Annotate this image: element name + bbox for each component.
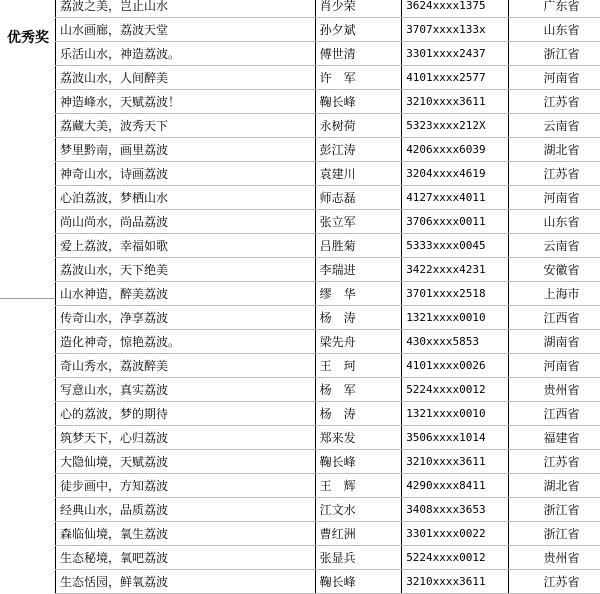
table-row xyxy=(56,258,600,282)
province-cell: 云南省 xyxy=(509,114,600,138)
name-cell: 杨 军 xyxy=(315,378,402,402)
id-number-cell: 5333xxxx0045 xyxy=(402,234,509,258)
province-cell: 贵州省 xyxy=(509,546,600,570)
slogan-cell: 生态秘境，氧吧荔波 xyxy=(56,546,316,570)
table-row xyxy=(56,426,600,450)
winners-table xyxy=(55,0,600,594)
province-cell: 江苏省 xyxy=(509,570,600,594)
id-number-cell: 3701xxxx2518 xyxy=(402,282,509,306)
name-cell: 彭江涛 xyxy=(315,138,402,162)
province-cell: 江西省 xyxy=(509,402,600,426)
slogan-cell: 经典山水，品质荔波 xyxy=(56,498,316,522)
table-row xyxy=(56,378,600,402)
table-row xyxy=(56,42,600,66)
slogan-cell: 荔藏大美，波秀天下 xyxy=(56,114,316,138)
id-number-cell: 4127xxxx4011 xyxy=(402,186,509,210)
slogan-cell: 爱上荔波，幸福如歌 xyxy=(56,234,316,258)
table-row xyxy=(56,354,600,378)
province-cell: 广东省 xyxy=(509,0,600,18)
slogan-cell: 荔波山水，天下绝美 xyxy=(56,258,316,282)
id-number-cell: 3301xxxx0022 xyxy=(402,522,509,546)
id-number-cell: 4290xxxx8411 xyxy=(402,474,509,498)
province-cell: 浙江省 xyxy=(509,522,600,546)
slogan-cell: 神奇山水，诗画荔波 xyxy=(56,162,316,186)
province-cell: 上海市 xyxy=(509,282,600,306)
id-number-cell: 3624xxxx1375 xyxy=(402,0,509,18)
name-cell: 鞠长峰 xyxy=(315,450,402,474)
slogan-cell: 徒步画中，方知荔波 xyxy=(56,474,316,498)
id-number-cell: 5224xxxx0012 xyxy=(402,546,509,570)
id-number-cell: 3210xxxx3611 xyxy=(402,90,509,114)
province-cell: 江苏省 xyxy=(509,162,600,186)
slogan-cell: 写意山水，真实荔波 xyxy=(56,378,316,402)
group-divider xyxy=(0,298,56,299)
table-row xyxy=(56,450,600,474)
name-cell: 师志磊 xyxy=(315,186,402,210)
province-cell: 福建省 xyxy=(509,426,600,450)
name-cell: 袁建川 xyxy=(315,162,402,186)
name-cell: 鞠长峰 xyxy=(315,90,402,114)
table-row xyxy=(56,66,600,90)
slogan-cell: 心泊荔波，梦栖山水 xyxy=(56,186,316,210)
name-cell: 王 珂 xyxy=(315,354,402,378)
table-row xyxy=(56,162,600,186)
province-cell: 云南省 xyxy=(509,234,600,258)
province-cell: 安徽省 xyxy=(509,258,600,282)
province-cell: 浙江省 xyxy=(509,498,600,522)
id-number-cell: 3706xxxx0011 xyxy=(402,210,509,234)
table-row xyxy=(56,186,600,210)
slogan-cell: 传奇山水，净享荔波 xyxy=(56,306,316,330)
province-cell: 贵州省 xyxy=(509,378,600,402)
slogan-cell: 森临仙境，氧生荔波 xyxy=(56,522,316,546)
name-cell: 肖少荣 xyxy=(315,0,402,18)
name-cell: 王 辉 xyxy=(315,474,402,498)
table-row xyxy=(56,138,600,162)
table-row xyxy=(56,498,600,522)
table-row xyxy=(56,234,600,258)
name-cell: 永树荷 xyxy=(315,114,402,138)
table-row xyxy=(56,546,600,570)
id-number-cell: 430xxxx5853 xyxy=(402,330,509,354)
name-cell: 孙夕斌 xyxy=(315,18,402,42)
table-row xyxy=(56,330,600,354)
slogan-cell: 生态恬园，鲜氧荔波 xyxy=(56,570,316,594)
name-cell: 郑来发 xyxy=(315,426,402,450)
id-number-cell: 3204xxxx4619 xyxy=(402,162,509,186)
id-number-cell: 3707xxxx133x xyxy=(402,18,509,42)
id-number-cell: 1321xxxx0010 xyxy=(402,306,509,330)
table-row xyxy=(56,282,600,306)
table-row xyxy=(56,474,600,498)
name-cell: 傅世清 xyxy=(315,42,402,66)
table-row xyxy=(56,0,600,18)
province-cell: 山东省 xyxy=(509,18,600,42)
province-cell: 河南省 xyxy=(509,354,600,378)
table-row xyxy=(56,402,600,426)
name-cell: 缪 华 xyxy=(315,282,402,306)
name-cell: 吕胜菊 xyxy=(315,234,402,258)
slogan-cell: 尚山尚水，尚品荔波 xyxy=(56,210,316,234)
name-cell: 江文水 xyxy=(315,498,402,522)
id-number-cell: 5224xxxx0012 xyxy=(402,378,509,402)
name-cell: 张立军 xyxy=(315,210,402,234)
province-cell: 湖北省 xyxy=(509,138,600,162)
id-number-cell: 5323xxxx212X xyxy=(402,114,509,138)
id-number-cell: 4206xxxx6039 xyxy=(402,138,509,162)
slogan-cell: 荔波之美，岂止山水 xyxy=(56,0,316,18)
province-cell: 山东省 xyxy=(509,210,600,234)
id-number-cell: 3301xxxx2437 xyxy=(402,42,509,66)
name-cell: 许 军 xyxy=(315,66,402,90)
id-number-cell: 3210xxxx3611 xyxy=(402,570,509,594)
name-cell: 杨 涛 xyxy=(315,402,402,426)
slogan-cell: 心的荔波，梦的期待 xyxy=(56,402,316,426)
slogan-cell: 大隐仙境，天赋荔波 xyxy=(56,450,316,474)
id-number-cell: 1321xxxx0010 xyxy=(402,402,509,426)
slogan-cell: 神造峰水，天赋荔波！ xyxy=(56,90,316,114)
name-cell: 李瑞进 xyxy=(315,258,402,282)
province-cell: 江西省 xyxy=(509,306,600,330)
slogan-cell: 筑梦天下，心归荔波 xyxy=(56,426,316,450)
table-row xyxy=(56,18,600,42)
name-cell: 鞠长峰 xyxy=(315,570,402,594)
id-number-cell: 3408xxxx3653 xyxy=(402,498,509,522)
province-cell: 湖南省 xyxy=(509,330,600,354)
table-row xyxy=(56,306,600,330)
slogan-cell: 山水神造，醉美荔波 xyxy=(56,282,316,306)
slogan-cell: 乐活山水，神造荔波。 xyxy=(56,42,316,66)
award-label: 优秀奖 xyxy=(0,27,56,47)
province-cell: 河南省 xyxy=(509,186,600,210)
slogan-cell: 奇山秀水，荔波醉美 xyxy=(56,354,316,378)
slogan-cell: 荔波山水，人间醉美 xyxy=(56,66,316,90)
province-cell: 江苏省 xyxy=(509,450,600,474)
province-cell: 湖北省 xyxy=(509,474,600,498)
id-number-cell: 4101xxxx0026 xyxy=(402,354,509,378)
slogan-cell: 山水画廊，荔波天堂 xyxy=(56,18,316,42)
name-cell: 杨 涛 xyxy=(315,306,402,330)
name-cell: 梁先舟 xyxy=(315,330,402,354)
id-number-cell: 3506xxxx1014 xyxy=(402,426,509,450)
slogan-cell: 造化神奇，惊艳荔波。 xyxy=(56,330,316,354)
province-cell: 江苏省 xyxy=(509,90,600,114)
province-cell: 浙江省 xyxy=(509,42,600,66)
table-row xyxy=(56,114,600,138)
id-number-cell: 3422xxxx4231 xyxy=(402,258,509,282)
name-cell: 曹红洲 xyxy=(315,522,402,546)
table-row xyxy=(56,90,600,114)
id-number-cell: 3210xxxx3611 xyxy=(402,450,509,474)
table-row xyxy=(56,210,600,234)
slogan-cell: 梦里黔南，画里荔波 xyxy=(56,138,316,162)
id-number-cell: 4101xxxx2577 xyxy=(402,66,509,90)
name-cell: 张显兵 xyxy=(315,546,402,570)
province-cell: 河南省 xyxy=(509,66,600,90)
table-row xyxy=(56,522,600,546)
